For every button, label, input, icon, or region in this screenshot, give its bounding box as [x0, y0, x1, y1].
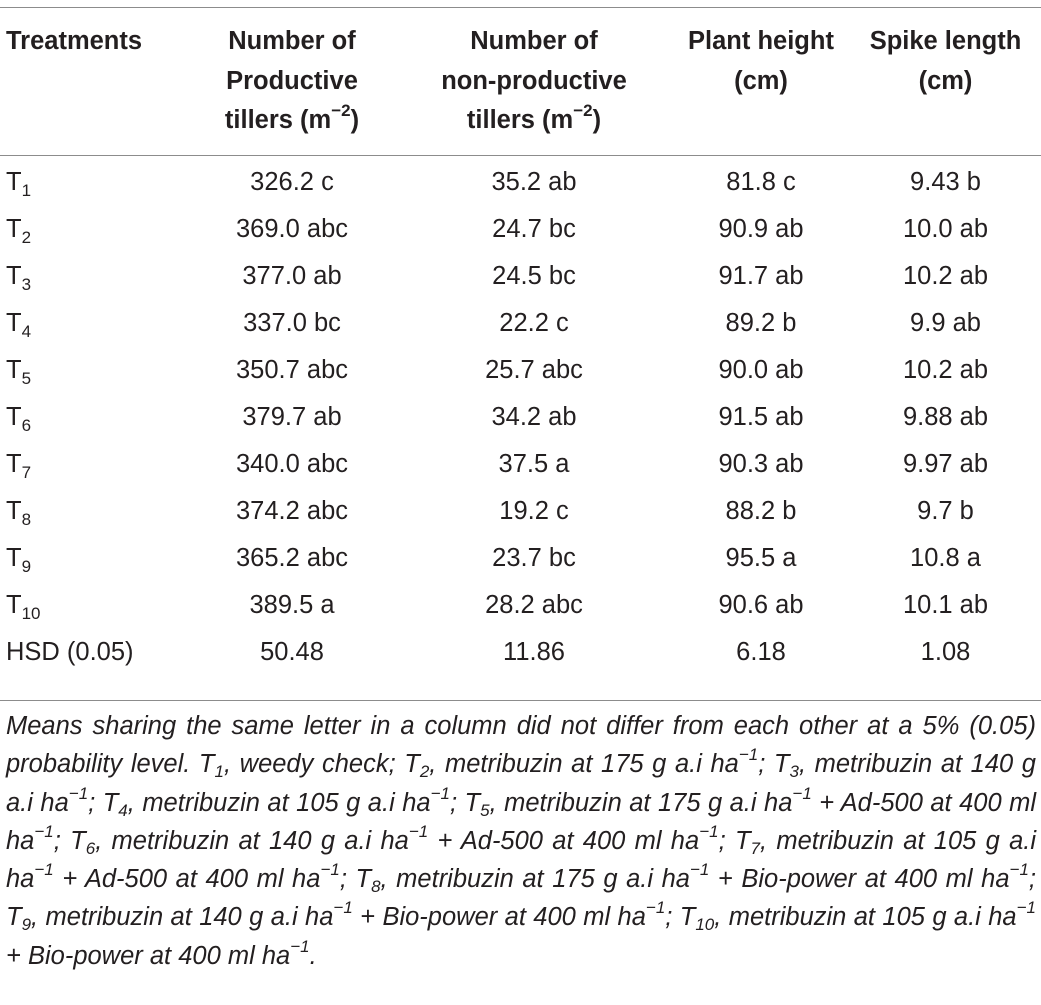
footnote-segment: 3 [789, 762, 799, 782]
table-row [0, 629, 1041, 676]
cell-plant-height: 90.9 ab [718, 214, 804, 243]
footnote-segment: 5 [480, 800, 490, 820]
footnote-segment: 10 [695, 915, 715, 935]
footnote-segment: ; T [6, 865, 1036, 932]
cell-spike-length: 10.8 a [910, 543, 981, 572]
table-row [0, 488, 1041, 535]
cell-productive-tillers: 326.2 c [250, 167, 334, 196]
footnote-segment: ; T [53, 826, 86, 855]
treatment-label: T [6, 261, 22, 290]
cell-productive-tillers: 350.7 abc [235, 355, 348, 384]
footnote-segment: −1 [792, 783, 812, 803]
treatment-subscript: 3 [21, 274, 32, 294]
table-row [0, 535, 1041, 582]
cell-treatment [0, 300, 188, 347]
cell-productive-tillers: 50.48 [260, 637, 324, 666]
footnote-segment: , metribuzin at 105 g a.i ha [714, 903, 1017, 932]
cell-non-productive-tillers: 34.2 ab [491, 402, 577, 431]
cell-spike-length: 9.9 ab [910, 308, 981, 337]
cell-plant-height: 89.2 b [725, 308, 797, 337]
footnote-segment: −1 [290, 936, 310, 956]
footnote-segment: 1 [214, 762, 224, 782]
footnote-segment: Means sharing the same letter in a column did not differ from each other at a 5% (0.05) probability level. T [6, 712, 1036, 779]
treatment-label: T [6, 590, 22, 619]
footnote-segment: , metribuzin at 140 g a.i ha [31, 903, 334, 932]
footnote-segment: 6 [85, 838, 96, 858]
footnote-segment: 2 [419, 762, 430, 782]
cell-treatment [0, 394, 188, 441]
cell-treatment [0, 206, 188, 253]
footnote-segment: −1 [645, 898, 666, 918]
table-body [0, 159, 1041, 676]
treatment-label: T [6, 449, 22, 478]
treatment-label: T [6, 402, 22, 431]
header-non-productive-line3-end: ) [592, 106, 602, 134]
cell-productive-tillers: 379.7 ab [242, 402, 342, 431]
cell-non-productive-tillers: 24.5 bc [492, 261, 576, 290]
cell-plant-height: 90.0 ab [718, 355, 804, 384]
footnote-segment: −1 [408, 821, 429, 841]
footnote-segment: + Ad-500 at 400 ml ha [428, 826, 700, 855]
footnote-segment: −1 [320, 860, 340, 880]
footnote-segment: 9 [21, 915, 32, 935]
header-plant-height-line2: (cm) [734, 66, 788, 95]
footnote-segment: ; T [339, 865, 372, 894]
cell-productive-tillers: 365.2 abc [235, 543, 348, 572]
cell-non-productive-tillers: 35.2 ab [491, 167, 577, 196]
cell-plant-height: 88.2 b [725, 496, 797, 525]
footnote-segment: , metribuzin at 140 g a.i ha [95, 826, 409, 855]
treatment-subscript: 1 [21, 180, 32, 200]
cell-spike-length: 10.2 ab [902, 261, 989, 290]
treatment-label: T [6, 355, 22, 384]
cell-treatment [0, 535, 188, 582]
cell-productive-tillers: 374.2 abc [235, 496, 348, 525]
header-non-productive-line3: tillers (m [466, 106, 574, 134]
cell-plant-height: 91.7 ab [718, 261, 804, 290]
footnote-segment: −1 [699, 821, 719, 841]
footnote-segment: −1 [34, 860, 54, 880]
cell-spike-length: 1.08 [920, 637, 971, 666]
header-productive-line3-end: ) [350, 106, 360, 134]
footnote-segment: + Bio-power at 400 ml ha [6, 941, 291, 970]
footnote-segment: −1 [34, 821, 54, 841]
footnote-segment: ; T [758, 750, 790, 779]
treatment-subscript: 9 [21, 556, 32, 576]
footnote-segment: , metribuzin at 175 g a.i ha [489, 788, 793, 817]
cell-non-productive-tillers: 24.7 bc [492, 214, 576, 243]
header-spike-length-line2: (cm) [918, 66, 973, 95]
table-row [0, 582, 1041, 629]
cell-treatment [0, 441, 188, 488]
footnote-segment: −1 [430, 783, 450, 803]
treatment-subscript: 10 [21, 603, 41, 623]
table-row [0, 206, 1041, 253]
footnote-segment: . [309, 941, 317, 970]
footnote-segment: ; T [718, 826, 751, 855]
cell-non-productive-tillers: 37.5 a [498, 449, 570, 478]
treatment-label: T [6, 308, 22, 337]
table-row [0, 253, 1041, 300]
footnote-segment: −1 [1016, 898, 1036, 918]
treatment-label: T [6, 214, 22, 243]
header-plant-height [672, 0, 850, 141]
footnote-segment: , metribuzin at 105 g a.i ha [127, 788, 431, 817]
header-productive-line2: Productive [226, 66, 358, 95]
cell-non-productive-tillers: 11.86 [503, 637, 565, 666]
header-non-productive-line1: Number of [470, 27, 598, 55]
cell-productive-tillers: 377.0 ab [242, 261, 342, 290]
cell-productive-tillers: 369.0 abc [235, 214, 348, 243]
cell-treatment [0, 582, 188, 629]
footnote-segment: −1 [68, 783, 89, 803]
footnote-segment: ; T [449, 788, 481, 817]
cell-spike-length: 10.2 ab [902, 355, 989, 384]
footnote-segment: , metribuzin at 175 g a.i ha [380, 865, 690, 894]
cell-spike-length: 9.88 ab [902, 402, 989, 431]
cell-plant-height: 90.6 ab [718, 590, 804, 619]
cell-plant-height: 6.18 [736, 637, 786, 666]
footnote-segment: −1 [738, 745, 759, 765]
cell-spike-length: 10.0 ab [902, 214, 989, 243]
footnote-segment: ; T [665, 903, 696, 932]
footnote-segment: + Bio-power at 400 ml ha [352, 903, 646, 932]
cell-spike-length: 9.43 b [910, 167, 981, 196]
treatment-subscript: 7 [21, 462, 32, 482]
cell-non-productive-tillers: 19.2 c [499, 496, 569, 525]
header-plant-height-line1: Plant height [688, 27, 834, 55]
treatment-subscript: 4 [21, 321, 32, 341]
cell-spike-length: 9.7 b [917, 496, 974, 525]
treatment-subscript: 8 [21, 509, 32, 529]
header-non-productive-line2: non-productive [441, 66, 627, 95]
footnote-segment: , metribuzin at 105 g a.i ha [6, 826, 1037, 894]
cell-non-productive-tillers: 28.2 abc [485, 590, 583, 619]
footnote-segment: , weedy check; T [223, 750, 420, 779]
header-non-productive-exponent: −2 [573, 101, 593, 120]
header-non-productive-tillers [396, 0, 672, 141]
header-spike-length [850, 0, 1041, 141]
table-bottom-rule [0, 700, 1041, 701]
cell-non-productive-tillers: 23.7 bc [492, 543, 576, 572]
cell-non-productive-tillers: 22.2 c [499, 308, 569, 337]
header-productive-exponent: −2 [331, 101, 351, 120]
cell-treatment [0, 347, 188, 394]
cell-spike-length: 9.97 ab [902, 449, 989, 478]
header-spike-length-line1: Spike length [869, 27, 1022, 55]
treatment-label: T [6, 543, 22, 572]
cell-treatment [0, 629, 188, 676]
footnote-segment: + Ad-500 at 400 ml ha [6, 788, 1037, 855]
footnote-segment: + Bio-power at 400 ml ha [709, 865, 1010, 894]
table-row [0, 394, 1041, 441]
header-productive-line3: tillers (m [224, 106, 332, 134]
footnote-segment: 4 [118, 800, 128, 820]
cell-plant-height: 95.5 a [725, 543, 797, 572]
cell-treatment [0, 253, 188, 300]
table-footnote [6, 707, 1036, 975]
table-row [0, 347, 1041, 394]
footnote-segment: 7 [750, 838, 760, 858]
treatment-subscript: 5 [21, 368, 32, 388]
table-row [0, 441, 1041, 488]
footnote-segment: −1 [1009, 860, 1029, 880]
cell-spike-length: 10.1 ab [902, 590, 989, 619]
table-row [0, 159, 1041, 206]
treatment-label: T [6, 496, 22, 525]
footnote-segment: , metribuzin at 140 g a.i ha [6, 750, 1036, 817]
cell-plant-height: 81.8 c [726, 167, 796, 196]
header-treatments-line1: Treatments [6, 27, 143, 55]
footnote-segment: , metribuzin at 175 g a.i ha [429, 750, 739, 779]
cell-plant-height: 91.5 ab [718, 402, 804, 431]
cell-non-productive-tillers: 25.7 abc [485, 355, 583, 384]
footnote-segment: −1 [689, 860, 710, 880]
cell-plant-height: 90.3 ab [718, 449, 804, 478]
treatment-label: T [6, 167, 22, 196]
header-productive-tillers [188, 0, 396, 141]
cell-productive-tillers: 389.5 a [249, 590, 335, 619]
cell-treatment [0, 488, 188, 535]
footnote-segment: ; T [88, 788, 119, 817]
footnote-segment: 8 [371, 877, 381, 897]
header-productive-line1: Number of [228, 27, 356, 55]
treatment-label: HSD (0.05) [6, 637, 134, 666]
footnote-segment: + Ad-500 at 400 ml ha [53, 865, 321, 894]
treatment-subscript: 2 [21, 227, 32, 247]
cell-productive-tillers: 340.0 abc [235, 449, 348, 478]
table-row [0, 300, 1041, 347]
header-treatments [0, 0, 188, 141]
footnote-segment: −1 [333, 898, 353, 918]
treatment-subscript: 6 [21, 415, 32, 435]
cell-treatment [0, 159, 188, 206]
table-header-row [0, 0, 1041, 141]
cell-productive-tillers: 337.0 bc [243, 308, 341, 337]
